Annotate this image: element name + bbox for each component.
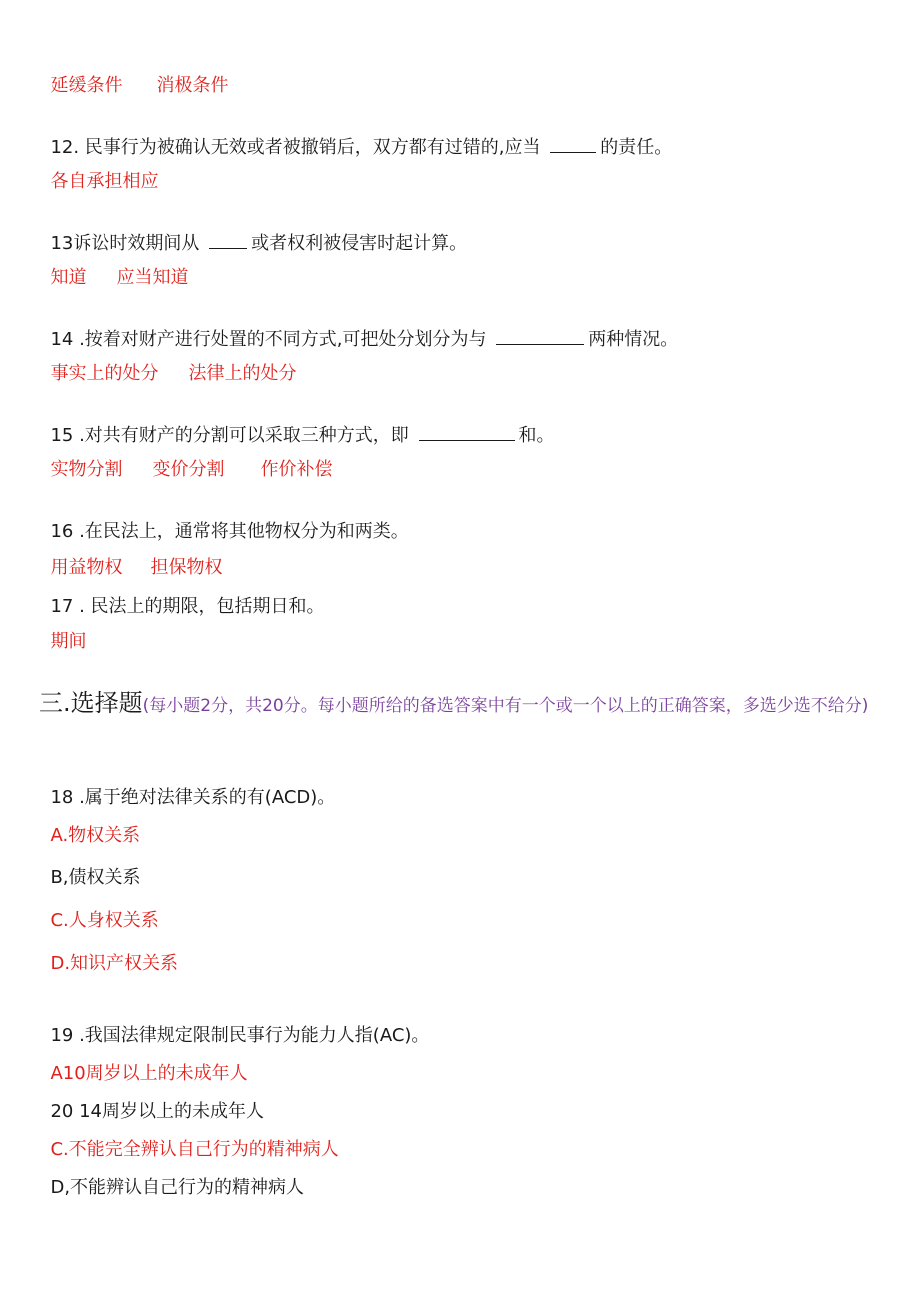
option-text: A10周岁以上的未成年人 xyxy=(50,1063,248,1084)
answer-line-17 xyxy=(39,606,86,654)
answer-text: 担保物权 xyxy=(150,557,223,578)
answer-text: 知道 xyxy=(50,267,87,288)
section-title: 三.选择题 xyxy=(39,689,143,717)
option-d xyxy=(39,928,178,976)
question-text: 18 .属于绝对法律关系的有(ACD)。 xyxy=(50,787,336,808)
option-b xyxy=(39,842,141,890)
question-text: 的责任。 xyxy=(600,137,673,158)
option-text: D.知识产权关系 xyxy=(50,953,179,974)
option-text: A.物权关系 xyxy=(50,825,141,846)
blank xyxy=(550,136,596,153)
answer-text: 用益物权 xyxy=(50,557,123,578)
option-text: C.人身权关系 xyxy=(50,910,159,931)
answer-text: 期间 xyxy=(50,631,87,652)
option-text: D,不能辨认自己行为的精神病人 xyxy=(50,1177,305,1198)
option-text: 20 14周岁以上的未成年人 xyxy=(50,1101,264,1122)
option-text: B,债权关系 xyxy=(50,867,141,888)
answer-text: 变价分割 xyxy=(152,459,225,480)
option-d xyxy=(39,1152,304,1200)
question-text: 16 .在民法上，通常将其他物权分为和两类。 xyxy=(50,521,409,542)
answer-text: 消极条件 xyxy=(156,75,229,96)
blank xyxy=(209,232,247,249)
question-text: 或者权利被侵害时起计算。 xyxy=(251,233,468,254)
answer-text: 应当知道 xyxy=(116,267,189,288)
section-heading xyxy=(39,686,879,723)
option-c xyxy=(39,885,159,933)
question-text: 和。 xyxy=(518,425,555,446)
blank xyxy=(496,328,584,345)
question-text: 两种情况。 xyxy=(588,329,679,350)
answer-line-13 xyxy=(39,242,188,290)
option-a xyxy=(39,800,140,848)
question-text: 14 .按着对财产进行处置的不同方式,可把处分划分为与 xyxy=(50,329,493,350)
answer-text: 作价补偿 xyxy=(260,459,333,480)
section-note: (每小题2分，共20分。每小题所给的备选答案中有一个或一个以上的正确答案，多选少选不给分) xyxy=(142,696,869,716)
question-text: 19 .我国法律规定限制民事行为能力人指(AC)。 xyxy=(50,1025,430,1046)
answer-line-12 xyxy=(39,146,158,194)
question-text: 13诉讼时效期间从 xyxy=(50,233,206,254)
answer-text: 法律上的处分 xyxy=(188,363,297,384)
question-text: 17 . 民法上的期限，包括期日和。 xyxy=(50,596,325,617)
answer-line-11 xyxy=(39,50,228,98)
question-text: 15 .对共有财产的分割可以采取三种方式，即 xyxy=(50,425,415,446)
answer-line-14 xyxy=(39,338,296,386)
answer-text: 各自承担相应 xyxy=(50,171,159,192)
answer-line-15 xyxy=(39,434,332,482)
answer-text: 延缓条件 xyxy=(50,75,123,96)
question-text: 12. 民事行为被确认无效或者被撤销后，双方都有过错的,应当 xyxy=(50,137,547,158)
answer-text: 事实上的处分 xyxy=(50,363,159,384)
blank xyxy=(419,424,515,441)
answer-text: 实物分割 xyxy=(50,459,123,480)
option-text: C.不能完全辨认自己行为的精神病人 xyxy=(50,1139,339,1160)
